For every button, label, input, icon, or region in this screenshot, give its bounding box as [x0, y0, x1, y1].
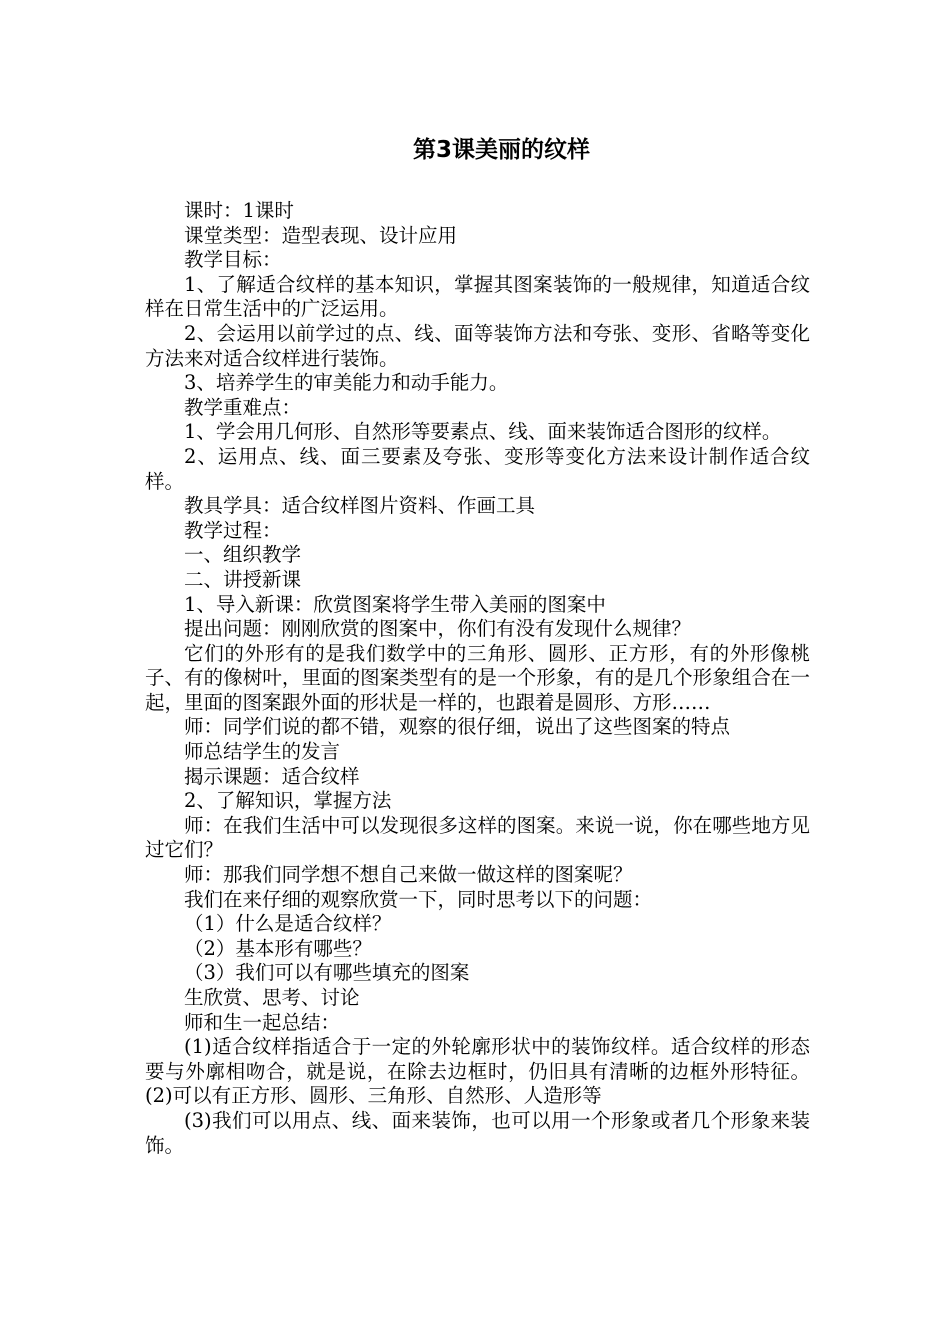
paragraph-question-1: （1）什么是适合纹样？: [184, 912, 392, 936]
paragraph-summary-1-2: (1)适合纹样指适合于一定的外轮廓形状中的装饰纹样。适合纹样的形态要与外廓相吻合，就是说，在除去边框时，仍旧具有清晰的边框外形特征。(2)可以有正方形、圆形、三角形、自然形、人造形等: [145, 1035, 810, 1108]
paragraph-process-heading: 教学过程：: [184, 518, 282, 542]
paragraph-question: 提出问题：刚刚欣赏的图案中，你们有没有发现什么规律？: [184, 617, 692, 641]
paragraph-key-points-heading: 教学重难点：: [184, 395, 302, 419]
page-title: 第3课美丽的纹样: [412, 137, 590, 163]
paragraph-joint-summary: 师和生一起总结：: [184, 1010, 341, 1034]
paragraph-teacher-prompt-1: 师：在我们生活中可以发现很多这样的图案。来说一说，你在哪些地方见过它们？: [145, 813, 810, 862]
paragraph-teaching-aids: 教具学具：适合纹样图片资料、作画工具: [184, 494, 536, 518]
paragraph-step-new-lesson: 二、讲授新课: [184, 567, 302, 591]
paragraph-key-point-2: 2、运用点、线、面三要素及夸张、变形等变化方法来设计制作适合纹样。: [145, 444, 810, 493]
paragraph-reveal-topic: 揭示课题：适合纹样: [184, 764, 360, 788]
paragraph-summary-3: (3)我们可以用点、线、面来装饰，也可以用一个形象或者几个形象来装饰。: [145, 1108, 810, 1157]
paragraph-objective-1: 1、了解适合纹样的基本知识，掌握其图案装饰的一般规律，知道适合纹样在日常生活中的广泛运用。: [145, 272, 810, 321]
paragraph-student-activity: 生欣赏、思考、讨论: [184, 986, 360, 1009]
paragraph-class-type: 课堂类型：造型表现、设计应用: [184, 223, 458, 247]
paragraph-step-knowledge: 2、了解知识，掌握方法: [184, 789, 392, 813]
paragraph-introduction: 1、导入新课：欣赏图案将学生带入美丽的图案中: [184, 592, 606, 616]
paragraph-step-organize: 一、组织教学: [184, 543, 302, 567]
paragraph-teacher-comment: 师：同学们说的都不错，观察的很仔细，说出了这些图案的特点: [184, 715, 731, 739]
paragraph-answer: 它们的外形有的是我们数学中的三角形、圆形、正方形，有的外形像桃子、有的像树叶，里面的图案类型有的是一个形象，有的是几个形象组合在一起，里面的图案跟外面的形状是一样的，也跟着是圆形、方形……: [145, 641, 810, 714]
paragraph-teacher-summary: 师总结学生的发言: [184, 740, 341, 764]
paragraph-objective-2: 2、会运用以前学过的点、线、面等装饰方法和夸张、变形、省略等变化方法来对适合纹样进行装饰。: [145, 321, 810, 370]
paragraph-question-2: （2）基本形有哪些？: [184, 936, 372, 960]
paragraph-objectives-heading: 教学目标：: [184, 248, 282, 272]
paragraph-teacher-prompt-2: 师：那我们同学想不想自己来做一做这样的图案呢？: [184, 863, 633, 887]
paragraph-class-hours: 课时：1课时: [184, 199, 294, 222]
paragraph-key-point-1: 1、学会用几何形、自然形等要素点、线、面来装饰适合图形的纹样。: [184, 420, 782, 444]
paragraph-question-3: （3）我们可以有哪些填充的图案: [184, 961, 470, 985]
document-body: [145, 199, 810, 1158]
paragraph-objective-3: 3、培养学生的审美能力和动手能力。: [184, 371, 509, 395]
paragraph-observe: 我们在来仔细的观察欣赏一下，同时思考以下的问题：: [184, 887, 653, 911]
